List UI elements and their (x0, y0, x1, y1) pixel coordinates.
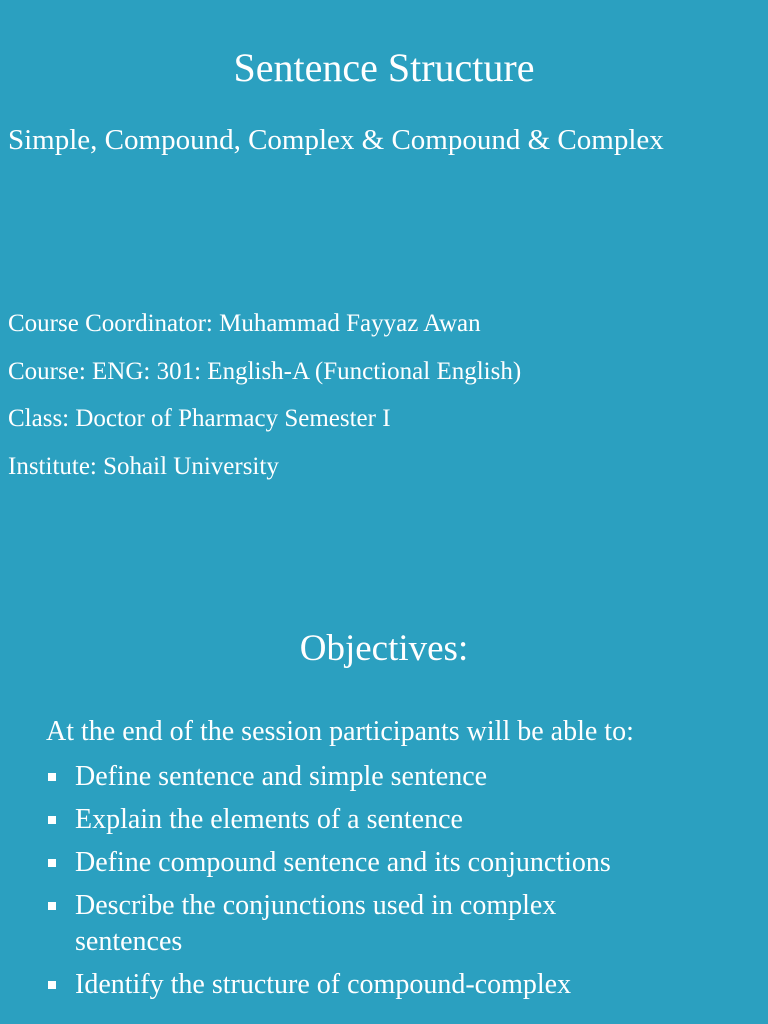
objectives-list (46, 759, 746, 1010)
objective-text: Explain the elements of a sentence (75, 804, 463, 835)
objective-item (46, 802, 746, 838)
objective-text: Define sentence and simple sentence (75, 761, 488, 792)
institute-name: Institute: Sohail University (8, 452, 279, 480)
objective-text: Define compound sentence and its conjunctions (75, 847, 611, 878)
objective-text: Identify the structure of compound-complex (75, 969, 572, 1000)
square-bullet-icon (48, 859, 56, 867)
objectives-heading: Objectives: (299, 628, 469, 669)
course-name: Course: ENG: 301: English-A (Functional English) (8, 357, 522, 385)
objective-item (46, 888, 635, 960)
objective-text: Describe the conjunctions used in complex sentences (75, 890, 557, 957)
square-bullet-icon (48, 773, 56, 781)
square-bullet-icon (48, 981, 56, 989)
square-bullet-icon (48, 902, 56, 910)
objective-item (46, 967, 746, 1003)
course-coordinator: Course Coordinator: Muhammad Fayyaz Awan (8, 310, 481, 337)
slide-objectives (0, 512, 768, 1024)
objective-item (46, 845, 746, 881)
course-info-list (8, 300, 521, 490)
class-name: Class: Doctor of Pharmacy Semester I (8, 405, 391, 432)
slide-title-heading: Sentence Structure (233, 45, 535, 90)
objective-item (46, 759, 746, 795)
objectives-intro: At the end of the session participants will be able to: (46, 716, 634, 747)
square-bullet-icon (48, 816, 56, 824)
slide-subtitle: Simple, Compound, Complex & Compound & Complex (8, 124, 664, 156)
